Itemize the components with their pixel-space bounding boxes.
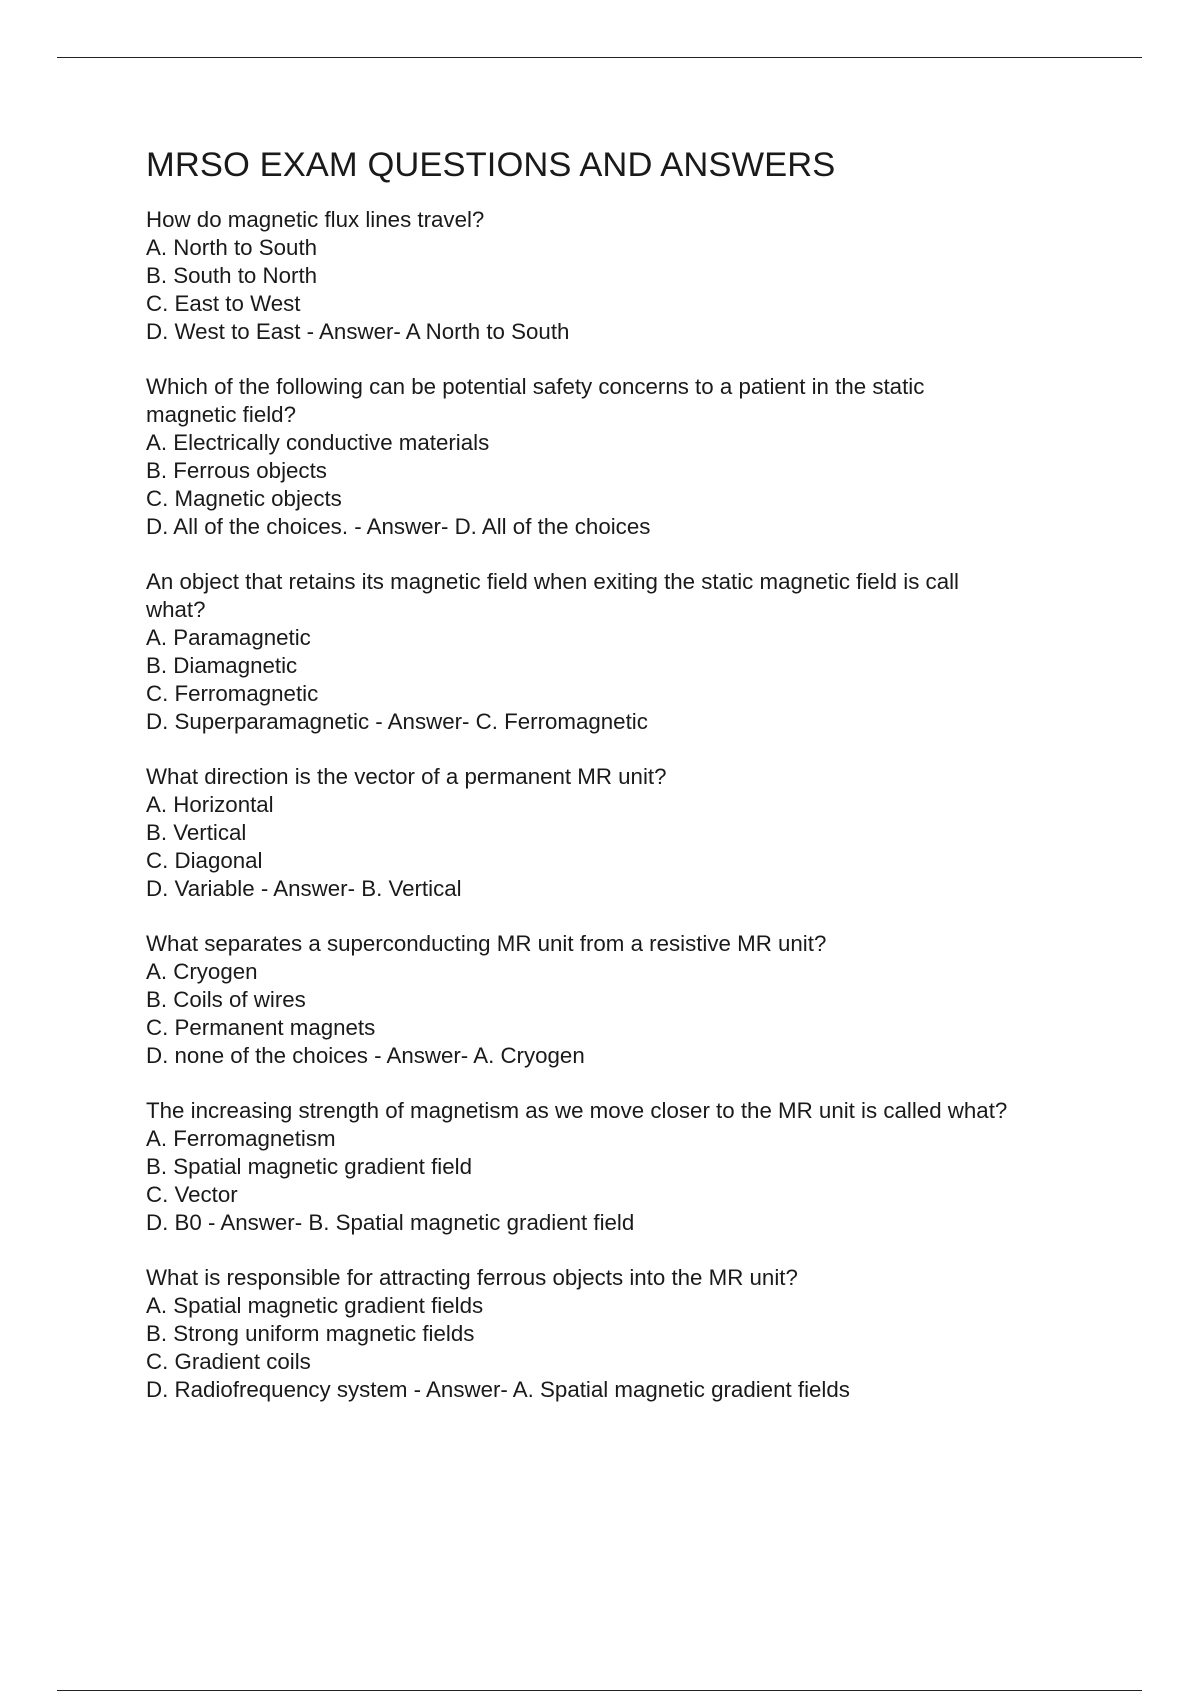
answer-option: B. Spatial magnetic gradient field: [146, 1154, 472, 1179]
answer-option: B. Strong uniform magnetic fields: [146, 1321, 475, 1346]
question-block-1: [146, 206, 1086, 346]
answer-option: B. Coils of wires: [146, 987, 306, 1012]
answer-option: C. Permanent magnets: [146, 1015, 376, 1040]
answer-option-with-answer: D. All of the choices. - Answer- D. All of the choices: [146, 514, 651, 539]
question-text: Which of the following can be potential safety concerns to a patient in the static: [146, 374, 925, 399]
answer-option: C. Gradient coils: [146, 1349, 311, 1374]
answer-option-with-answer: D. none of the choices - Answer- A. Cryogen: [146, 1043, 585, 1068]
answer-option: B. Diamagnetic: [146, 653, 298, 678]
question-block-3: [146, 568, 1086, 736]
answer-option: C. Ferromagnetic: [146, 681, 319, 706]
answer-option: A. Horizontal: [146, 792, 274, 817]
question-block-7: [146, 1264, 1086, 1404]
document-title: MRSO EXAM QUESTIONS AND ANSWERS: [146, 146, 836, 184]
answer-option-with-answer: D. Variable - Answer- B. Vertical: [146, 876, 462, 901]
question-block-2: [146, 373, 1086, 541]
question-text: An object that retains its magnetic field when exiting the static magnetic field is call: [146, 569, 960, 594]
question-block-4: [146, 763, 1086, 903]
question-text: What is responsible for attracting ferrous objects into the MR unit?: [146, 1265, 798, 1290]
question-block-6: [146, 1097, 1086, 1237]
answer-option: A. North to South: [146, 235, 318, 260]
question-text: What direction is the vector of a permanent MR unit?: [146, 764, 667, 789]
question-text: How do magnetic flux lines travel?: [146, 207, 485, 232]
document-body: [146, 143, 1086, 1431]
answer-option: A. Ferromagnetism: [146, 1126, 336, 1151]
question-block-5: [146, 930, 1086, 1070]
answer-option: C. Vector: [146, 1182, 238, 1207]
answer-option: B. Ferrous objects: [146, 458, 327, 483]
question-text-continued: what?: [146, 597, 206, 622]
answer-option: B. Vertical: [146, 820, 247, 845]
answer-option: A. Paramagnetic: [146, 625, 311, 650]
answer-option: A. Cryogen: [146, 959, 258, 984]
top-divider: [57, 57, 1142, 58]
answer-option-with-answer: D. B0 - Answer- B. Spatial magnetic gradient field: [146, 1210, 635, 1235]
answer-option-with-answer: D. Radiofrequency system - Answer- A. Spatial magnetic gradient fields: [146, 1377, 850, 1402]
bottom-divider: [57, 1690, 1142, 1691]
answer-option: A. Spatial magnetic gradient fields: [146, 1293, 484, 1318]
question-text: The increasing strength of magnetism as we move closer to the MR unit is called what?: [146, 1098, 1008, 1123]
answer-option-with-answer: D. West to East - Answer- A North to South: [146, 319, 570, 344]
answer-option: C. Magnetic objects: [146, 486, 342, 511]
answer-option: A. Electrically conductive materials: [146, 430, 490, 455]
answer-option: B. South to North: [146, 263, 318, 288]
question-text: What separates a superconducting MR unit from a resistive MR unit?: [146, 931, 827, 956]
answer-option: C. Diagonal: [146, 848, 263, 873]
question-text-continued: magnetic field?: [146, 402, 296, 427]
answer-option: C. East to West: [146, 291, 301, 316]
answer-option-with-answer: D. Superparamagnetic - Answer- C. Ferromagnetic: [146, 709, 648, 734]
